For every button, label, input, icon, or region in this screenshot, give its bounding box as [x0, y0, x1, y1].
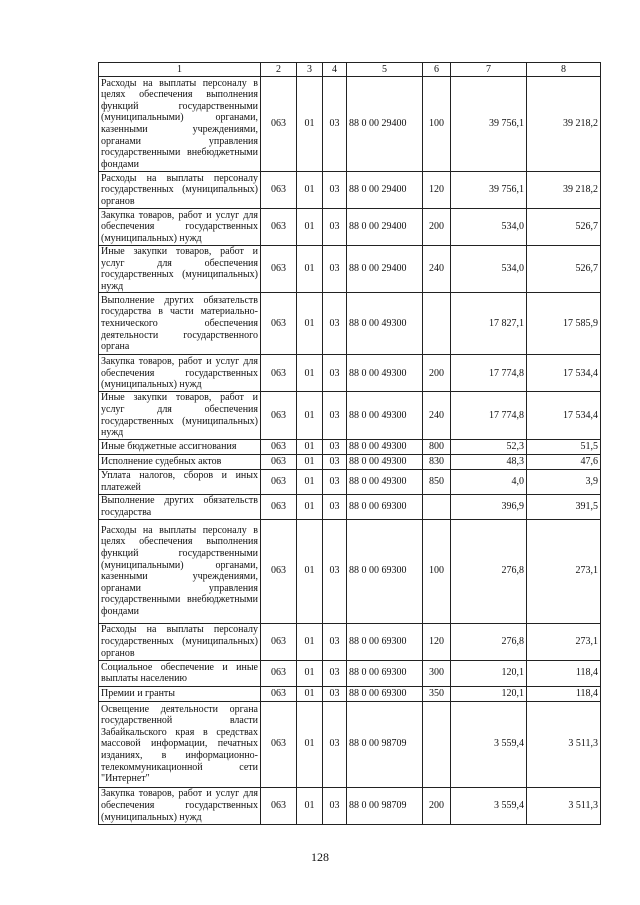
expense-type-code	[423, 494, 451, 519]
ministry-code: 063	[261, 660, 297, 686]
amount-year-2: 526,7	[527, 246, 601, 293]
amount-year-1: 48,3	[451, 454, 527, 469]
section-code: 01	[297, 246, 323, 293]
section-code: 01	[297, 787, 323, 824]
amount-year-2: 273,1	[527, 623, 601, 660]
subsection-code: 03	[323, 355, 347, 392]
amount-year-2: 391,5	[527, 494, 601, 519]
table-row	[99, 623, 601, 660]
amount-year-1: 120,1	[451, 686, 527, 701]
table-row	[99, 469, 601, 494]
section-code: 01	[297, 293, 323, 355]
amount-year-1: 3 559,4	[451, 701, 527, 787]
subsection-code: 03	[323, 454, 347, 469]
header-cell: 7	[451, 63, 527, 77]
section-code: 01	[297, 701, 323, 787]
expense-name: Премии и гранты	[99, 686, 261, 701]
subsection-code: 03	[323, 469, 347, 494]
target-article-code: 88 0 00 98709	[347, 787, 423, 824]
target-article-code: 88 0 00 29400	[347, 77, 423, 172]
amount-year-2: 39 218,2	[527, 172, 601, 209]
expense-name: Иные бюджетные ассигнования	[99, 439, 261, 454]
expense-type-code: 200	[423, 209, 451, 246]
target-article-code: 88 0 00 29400	[347, 246, 423, 293]
target-article-code: 88 0 00 49300	[347, 439, 423, 454]
expense-name: Иные закупки товаров, работ и услуг для обеспечения государственных (муниципальных) нужд	[99, 392, 261, 439]
section-code: 01	[297, 439, 323, 454]
section-code: 01	[297, 454, 323, 469]
expense-name: Освещение деятельности органа государственной власти Забайкальского края в средствах массовой информации, печатных изданиях, в информационно-телекоммуникационной сети "Интернет"	[99, 701, 261, 787]
expense-type-code: 200	[423, 787, 451, 824]
expense-type-code: 120	[423, 172, 451, 209]
ministry-code: 063	[261, 494, 297, 519]
section-code: 01	[297, 77, 323, 172]
subsection-code: 03	[323, 246, 347, 293]
target-article-code: 88 0 00 49300	[347, 454, 423, 469]
amount-year-2: 3 511,3	[527, 787, 601, 824]
amount-year-2: 51,5	[527, 439, 601, 454]
ministry-code: 063	[261, 77, 297, 172]
table-row	[99, 454, 601, 469]
expense-type-code	[423, 701, 451, 787]
subsection-code: 03	[323, 439, 347, 454]
table-row	[99, 686, 601, 701]
header-cell: 8	[527, 63, 601, 77]
amount-year-2: 17 585,9	[527, 293, 601, 355]
expense-name: Расходы на выплаты персоналу государственных (муниципальных) органов	[99, 623, 261, 660]
table-body	[99, 77, 601, 825]
section-code: 01	[297, 519, 323, 623]
amount-year-2: 17 534,4	[527, 355, 601, 392]
ministry-code: 063	[261, 686, 297, 701]
expense-name: Выполнение других обязательств государства	[99, 494, 261, 519]
header-cell: 3	[297, 63, 323, 77]
amount-year-2: 17 534,4	[527, 392, 601, 439]
target-article-code: 88 0 00 49300	[347, 293, 423, 355]
amount-year-1: 17 774,8	[451, 392, 527, 439]
expense-name: Уплата налогов, сборов и иных платежей	[99, 469, 261, 494]
target-article-code: 88 0 00 49300	[347, 355, 423, 392]
amount-year-1: 534,0	[451, 209, 527, 246]
amount-year-1: 534,0	[451, 246, 527, 293]
ministry-code: 063	[261, 439, 297, 454]
ministry-code: 063	[261, 519, 297, 623]
expense-type-code: 830	[423, 454, 451, 469]
subsection-code: 03	[323, 701, 347, 787]
amount-year-1: 39 756,1	[451, 172, 527, 209]
amount-year-2: 3,9	[527, 469, 601, 494]
expense-name: Расходы на выплаты персоналу в целях обеспечения выполнения функций государственными (муниципальными) органами, казенными учреждениями, органами управления государственными внебюджетными фондами	[99, 77, 261, 172]
table-row	[99, 392, 601, 439]
target-article-code: 88 0 00 69300	[347, 623, 423, 660]
table-row	[99, 293, 601, 355]
amount-year-1: 4,0	[451, 469, 527, 494]
header-cell: 4	[323, 63, 347, 77]
expense-name: Выполнение других обязательств государства в части материально-технического обеспечения деятельности государственного органа	[99, 293, 261, 355]
subsection-code: 03	[323, 77, 347, 172]
expense-name: Закупка товаров, работ и услуг для обеспечения государственных (муниципальных) нужд	[99, 787, 261, 824]
page-number: 128	[311, 850, 329, 864]
amount-year-1: 396,9	[451, 494, 527, 519]
target-article-code: 88 0 00 69300	[347, 494, 423, 519]
table-row	[99, 701, 601, 787]
ministry-code: 063	[261, 701, 297, 787]
target-article-code: 88 0 00 98709	[347, 701, 423, 787]
expense-name: Расходы на выплаты персоналу государственных (муниципальных) органов	[99, 172, 261, 209]
amount-year-1: 52,3	[451, 439, 527, 454]
section-code: 01	[297, 392, 323, 439]
expense-name: Закупка товаров, работ и услуг для обеспечения государственных (муниципальных) нужд	[99, 355, 261, 392]
ministry-code: 063	[261, 246, 297, 293]
amount-year-2: 273,1	[527, 519, 601, 623]
amount-year-1: 276,8	[451, 519, 527, 623]
table-row	[99, 439, 601, 454]
section-code: 01	[297, 686, 323, 701]
subsection-code: 03	[323, 660, 347, 686]
table-row	[99, 494, 601, 519]
amount-year-1: 276,8	[451, 623, 527, 660]
header-cell: 2	[261, 63, 297, 77]
expense-type-code: 350	[423, 686, 451, 701]
ministry-code: 063	[261, 355, 297, 392]
ministry-code: 063	[261, 172, 297, 209]
subsection-code: 03	[323, 209, 347, 246]
target-article-code: 88 0 00 69300	[347, 519, 423, 623]
section-code: 01	[297, 494, 323, 519]
target-article-code: 88 0 00 69300	[347, 660, 423, 686]
expense-name: Расходы на выплаты персоналу в целях обеспечения выполнения функций государственными (муниципальными) органами, казенными учреждениями, органами управления государственными внебюджетными фондами	[99, 519, 261, 623]
ministry-code: 063	[261, 787, 297, 824]
table-row	[99, 355, 601, 392]
expense-name: Исполнение судебных актов	[99, 454, 261, 469]
amount-year-2: 526,7	[527, 209, 601, 246]
section-code: 01	[297, 209, 323, 246]
ministry-code: 063	[261, 469, 297, 494]
amount-year-2: 118,4	[527, 660, 601, 686]
amount-year-1: 17 827,1	[451, 293, 527, 355]
ministry-code: 063	[261, 623, 297, 660]
subsection-code: 03	[323, 787, 347, 824]
table-row	[99, 246, 601, 293]
expense-type-code: 850	[423, 469, 451, 494]
header-cell: 5	[347, 63, 423, 77]
table-row	[99, 787, 601, 824]
subsection-code: 03	[323, 519, 347, 623]
expense-type-code: 300	[423, 660, 451, 686]
amount-year-1: 120,1	[451, 660, 527, 686]
expense-type-code: 240	[423, 246, 451, 293]
section-code: 01	[297, 172, 323, 209]
target-article-code: 88 0 00 49300	[347, 469, 423, 494]
amount-year-1: 39 756,1	[451, 77, 527, 172]
budget-table	[98, 62, 601, 825]
amount-year-2: 3 511,3	[527, 701, 601, 787]
header-cell: 6	[423, 63, 451, 77]
expense-name: Иные закупки товаров, работ и услуг для обеспечения государственных (муниципальных) нужд	[99, 246, 261, 293]
subsection-code: 03	[323, 686, 347, 701]
amount-year-1: 3 559,4	[451, 787, 527, 824]
ministry-code: 063	[261, 392, 297, 439]
expense-name: Закупка товаров, работ и услуг для обеспечения государственных (муниципальных) нужд	[99, 209, 261, 246]
expense-type-code	[423, 293, 451, 355]
target-article-code: 88 0 00 49300	[347, 392, 423, 439]
table-row	[99, 172, 601, 209]
target-article-code: 88 0 00 69300	[347, 686, 423, 701]
subsection-code: 03	[323, 392, 347, 439]
expense-name: Социальное обеспечение и иные выплаты населению	[99, 660, 261, 686]
subsection-code: 03	[323, 172, 347, 209]
subsection-code: 03	[323, 293, 347, 355]
expense-type-code: 100	[423, 77, 451, 172]
expense-type-code: 120	[423, 623, 451, 660]
expense-type-code: 100	[423, 519, 451, 623]
header-cell: 1	[99, 63, 261, 77]
target-article-code: 88 0 00 29400	[347, 209, 423, 246]
subsection-code: 03	[323, 494, 347, 519]
section-code: 01	[297, 355, 323, 392]
section-code: 01	[297, 623, 323, 660]
ministry-code: 063	[261, 454, 297, 469]
amount-year-2: 118,4	[527, 686, 601, 701]
target-article-code: 88 0 00 29400	[347, 172, 423, 209]
table-row	[99, 77, 601, 172]
subsection-code: 03	[323, 623, 347, 660]
expense-type-code: 800	[423, 439, 451, 454]
amount-year-1: 17 774,8	[451, 355, 527, 392]
section-code: 01	[297, 660, 323, 686]
ministry-code: 063	[261, 293, 297, 355]
header-row	[99, 63, 601, 77]
expense-type-code: 240	[423, 392, 451, 439]
table-row	[99, 519, 601, 623]
amount-year-2: 39 218,2	[527, 77, 601, 172]
table-row	[99, 209, 601, 246]
expense-type-code: 200	[423, 355, 451, 392]
ministry-code: 063	[261, 209, 297, 246]
table-row	[99, 660, 601, 686]
amount-year-2: 47,6	[527, 454, 601, 469]
section-code: 01	[297, 469, 323, 494]
